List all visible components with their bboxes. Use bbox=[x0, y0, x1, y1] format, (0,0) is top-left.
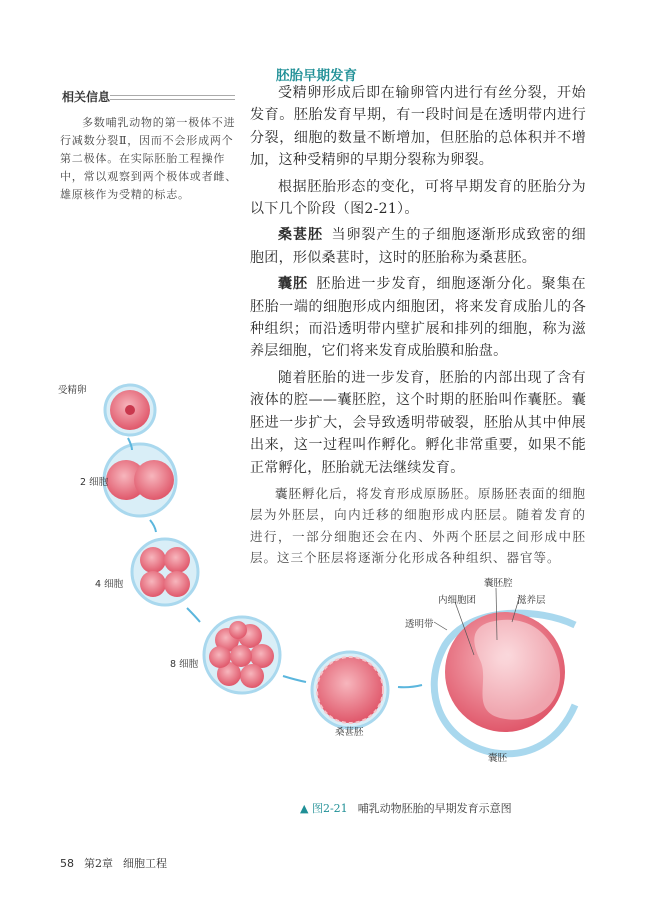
stage-label-blastocyst: 囊胚 bbox=[488, 753, 508, 764]
term-blastocyst: 囊胚 bbox=[278, 276, 309, 293]
figure-caption bbox=[300, 800, 512, 816]
caption-number: ▲ 图2-21 bbox=[300, 802, 348, 815]
arrow-icon bbox=[398, 685, 422, 687]
page-number: 58 bbox=[60, 857, 74, 870]
sidebar-title: 相关信息 bbox=[62, 90, 111, 104]
stage-label-4cell: 4 细胞 bbox=[95, 579, 124, 590]
arrow-icon bbox=[283, 676, 306, 682]
sidebar-text: 多数哺乳动物的第一极体不进行减数分裂Ⅱ，因而不会形成两个第二极体。在实际胚胎工程操作中，常以观察到两个极体或者雌、雄原核作为受精的标志。 bbox=[60, 116, 237, 201]
stage-label-zygote: 受精卵 bbox=[58, 385, 87, 396]
stage-label-morula: 桑葚胚 bbox=[335, 727, 364, 738]
paragraph-morula bbox=[250, 224, 586, 269]
chapter-number: 第2章 bbox=[84, 857, 113, 870]
stage-label-2cell: 2 细胞 bbox=[80, 477, 109, 488]
caption-text: 哺乳动物胚胎的早期发育示意图 bbox=[357, 802, 512, 815]
two-cell bbox=[104, 444, 176, 516]
callout-inner-cell-mass: 内细胞团 bbox=[438, 595, 477, 606]
callout-blastocoel: 囊胚腔 bbox=[484, 578, 513, 589]
section-heading: 胚胎早期发育 bbox=[276, 68, 357, 84]
paragraph-6: 囊胚孵化后，将发育形成原肠胚。原肠胚表面的细胞层为外胚层，向内迁移的细胞形成内胚层。随着发育的进行，一部分细胞还会在内、外两个胚层之间形成中胚层。这三个胚层将逐渐分化形成各种组织、器官等。 bbox=[250, 485, 586, 566]
paragraph-5: 随着胚胎的进一步发育，胚胎的内部出现了含有液体的腔——囊胚腔，这个时期的胚胎叫作囊胚。囊胚进一步扩大，会导致透明带破裂，胚胎从其中伸展出来，这一过程叫作孵化。孵化非常重要，如果不能正常孵化，胚胎就无法继续发育。 bbox=[250, 369, 586, 476]
paragraph-1: 受精卵形成后即在输卵管内进行有丝分裂，开始发育。胚胎发育早期，有一段时间是在透明带内进行分裂，细胞的数量不断增加，但胚胎的总体积并不增加，这种受精卵的早期分裂称为卵裂。 bbox=[250, 85, 586, 169]
chapter-title: 细胞工程 bbox=[123, 857, 167, 870]
arrow-icon bbox=[187, 608, 200, 622]
morula bbox=[312, 652, 388, 728]
page-footer bbox=[60, 855, 177, 871]
blastocyst-text: 胚胎进一步发育，细胞逐渐分化。聚集在胚胎一端的细胞形成内细胞团，将来发育成胎儿的各种组织；而沿透明带内壁扩展和排列的细胞，称为滋养层细胞，它们将来发育成胎膜和胎盘。 bbox=[250, 276, 586, 360]
blastocyst bbox=[434, 588, 575, 754]
eight-cell bbox=[204, 617, 280, 693]
four-cell bbox=[132, 539, 198, 605]
term-morula: 桑葚胚 bbox=[278, 227, 324, 244]
caption-number-text: 图2-21 bbox=[311, 802, 348, 815]
callout-trophoblast: 滋养层 bbox=[517, 595, 546, 606]
callout-zona-pellucida: 透明带 bbox=[405, 619, 434, 630]
stage-label-8cell: 8 细胞 bbox=[170, 659, 199, 670]
sidebar-rule bbox=[110, 95, 235, 100]
zygote bbox=[105, 385, 155, 435]
morula-text: 当卵裂产生的子细胞逐渐形成致密的细胞团，形似桑葚时，这时的胚胎称为桑葚胚。 bbox=[250, 227, 586, 266]
embryo-development-diagram bbox=[0, 360, 658, 790]
paragraph-blastocyst bbox=[250, 273, 586, 363]
paragraph-2: 根据胚胎形态的变化，可将早期发育的胚胎分为以下几个阶段（图2-21）。 bbox=[250, 178, 586, 218]
arrow-icon bbox=[150, 520, 156, 532]
